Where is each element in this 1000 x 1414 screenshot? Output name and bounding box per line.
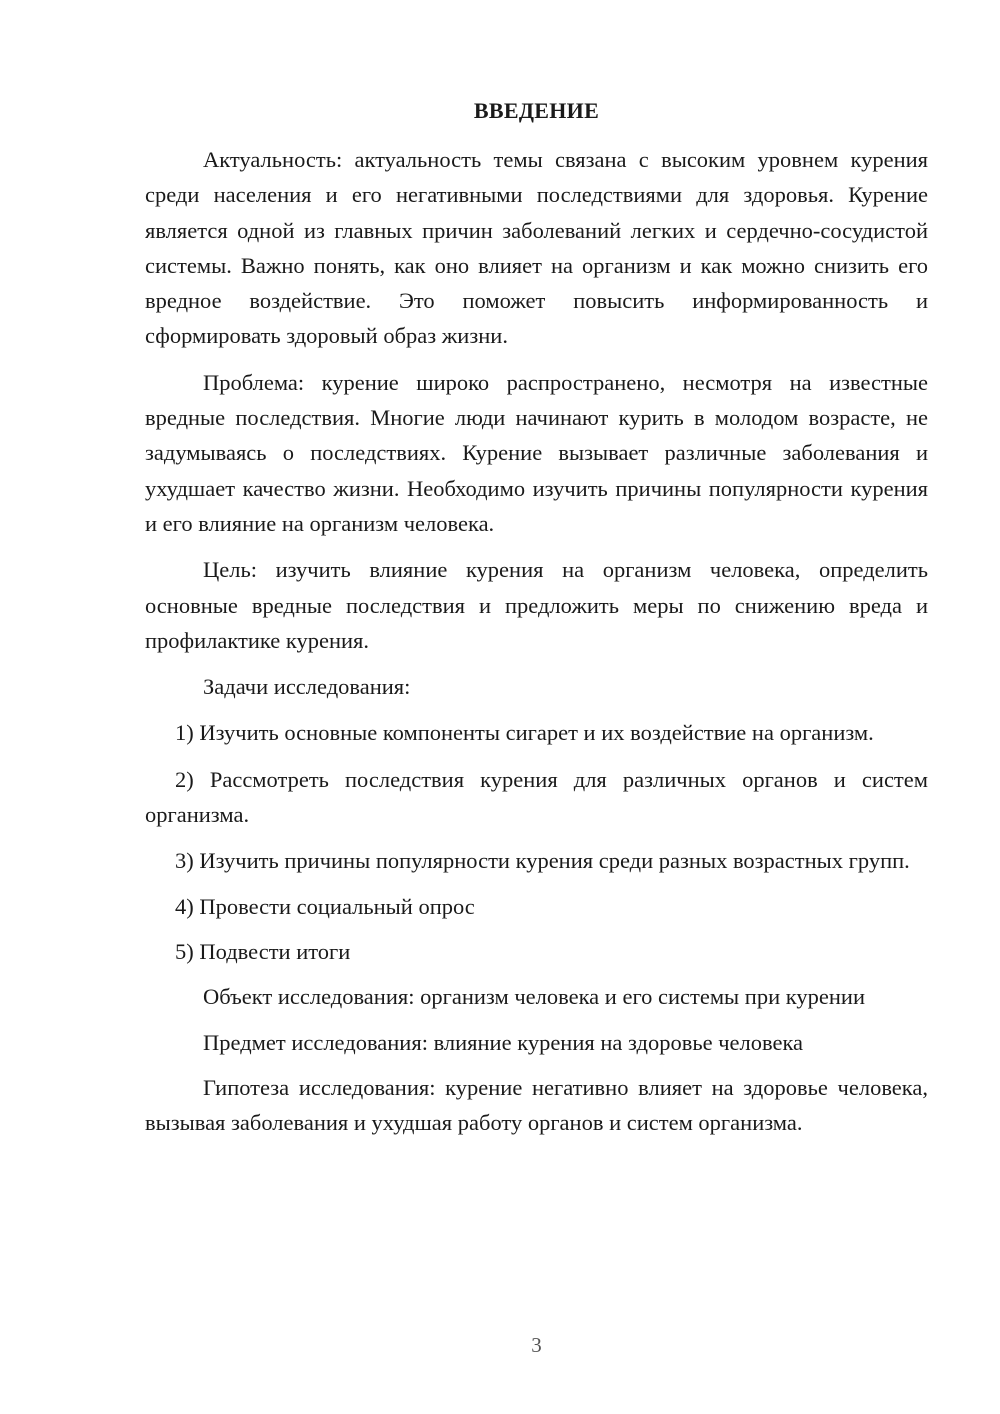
paragraph-problem: Проблема: курение широко распространено, несмотря на известные вредные последствия. Многие люди начинают курить в молодом возрасте, не задумываясь о последствиях. Курение вызывает различные заболевания и ухудшает качество жизни. Необходимо изучить причины популярности курения и его влияние на организм человека. — [145, 369, 928, 536]
document-page — [145, 0, 928, 1414]
paragraph-object: Объект исследования: организм человека и его системы при курении — [203, 984, 865, 1010]
document-body — [145, 142, 928, 1140]
paragraph-hypothesis: Гипотеза исследования: курение негативно влияет на здоровье человека, вызывая заболевания и ухудшая работу органов и систем организма. — [145, 1074, 928, 1136]
page-number: 3 — [531, 1333, 542, 1357]
paragraph-goal: Цель: изучить влияние курения на организм человека, определить основные вредные последствия и предложить меры по снижению вреда и профилактике курения. — [145, 557, 928, 653]
paragraph-subject: Предмет исследования: влияние курения на здоровье человека — [203, 1029, 804, 1055]
tasks-title: Задачи исследования: — [203, 674, 411, 700]
page-title: ВВЕДЕНИЕ — [473, 98, 600, 123]
task-item-2: 2) Рассмотреть последствия курения для различных органов и систем организма. — [145, 766, 928, 828]
task-item-1: 1) Изучить основные компоненты сигарет и их воздействие на организм. — [175, 720, 874, 746]
task-item-3: 3) Изучить причины популярности курения среди разных возрастных групп. — [175, 848, 910, 874]
paragraph-relevance: Актуальность: актуальность темы связана с высоким уровнем курения среди населения и его негативными последствиями для здоровья. Курение является одной из главных причин заболеваний легких и сердечно-сосудистой системы. Важно понять, как оно влияет на организм и как можно снизить его вредное воздействие. Это поможет повысить информированность и сформировать здоровый образ жизни. — [145, 147, 928, 349]
task-item-5: 5) Подвести итоги — [175, 938, 351, 964]
task-item-4: 4) Провести социальный опрос — [175, 893, 475, 919]
